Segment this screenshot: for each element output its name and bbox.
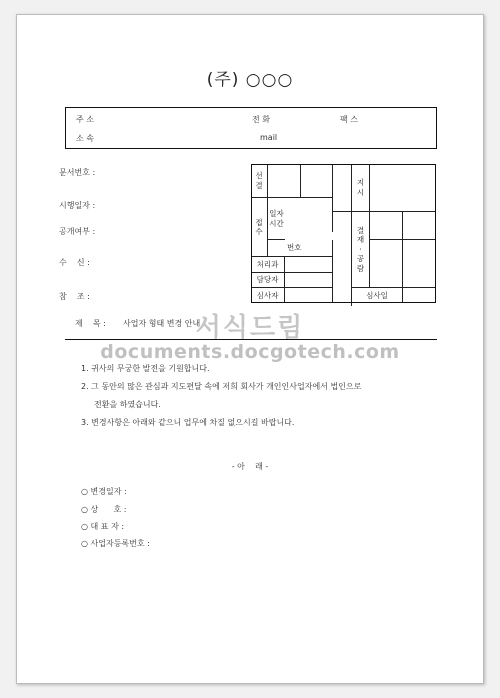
document-page: [16, 14, 484, 684]
number-cell: 번호: [285, 240, 333, 257]
list-item: ○ 변경일자 :: [81, 487, 127, 496]
watermark-url: documents.docgotech.com: [100, 341, 400, 363]
person-cell: 담당자: [251, 273, 285, 288]
approval-grid-border: [251, 164, 436, 303]
list-item: ○ 대 표 자 :: [81, 522, 125, 531]
subject-label: 제 목 :: [75, 319, 106, 328]
recipient-label: 수 신 :: [59, 258, 90, 267]
mail-label: mail: [260, 133, 278, 142]
jisi-cell: 지 시: [352, 164, 370, 212]
date-time-cell: 일자 시간: [268, 198, 285, 240]
jeopsu-cell: 접 수: [251, 198, 268, 257]
approval-grid: [251, 164, 436, 303]
body-item-3: 3. 변경사항은 아래와 같으니 업무에 차질 없으시길 바랍니다.: [81, 418, 295, 427]
affiliation-label: 소 속: [76, 134, 94, 143]
body-item-1: 1. 귀사의 무궁한 발전을 기원합니다.: [81, 364, 210, 373]
doc-number-label: 문서번호 :: [59, 168, 96, 177]
dept-cell: 처리과: [251, 257, 285, 273]
review-date-cell: 심사일: [352, 288, 403, 303]
disclosure-label: 공개여부 :: [59, 227, 96, 236]
letterhead-box: [65, 107, 437, 149]
seongyeol-cell: 선 결: [251, 164, 268, 198]
below-heading: - 아 래 -: [231, 462, 269, 471]
reviewer-cell: 심사자: [251, 288, 285, 303]
reference-label: 참 조 :: [59, 292, 90, 301]
address-label: 주 소: [76, 115, 94, 124]
phone-label: 전 화: [252, 115, 270, 124]
list-item: ○ 사업자등록번호 :: [81, 539, 150, 548]
watermark-title: 서식드림: [195, 313, 305, 343]
fax-label: 팩 스: [340, 115, 358, 124]
gyeoljae-cell: 결 재 · 공 람: [352, 212, 370, 288]
company-title: (주) ○○○: [206, 70, 294, 90]
subject-value: 사업자 형태 변경 안내: [123, 319, 201, 328]
body-item-2-line-1: 2. 그 동안의 많은 관심과 지도편달 속에 저희 회사가 개인인사업자에서 법인으로: [81, 382, 362, 391]
divider-line: [65, 339, 437, 340]
list-item: ○ 상 호 :: [81, 505, 127, 514]
body-item-2-line-2: 전환을 하였습니다.: [94, 400, 161, 409]
enforce-date-label: 시행일자 :: [59, 201, 96, 210]
